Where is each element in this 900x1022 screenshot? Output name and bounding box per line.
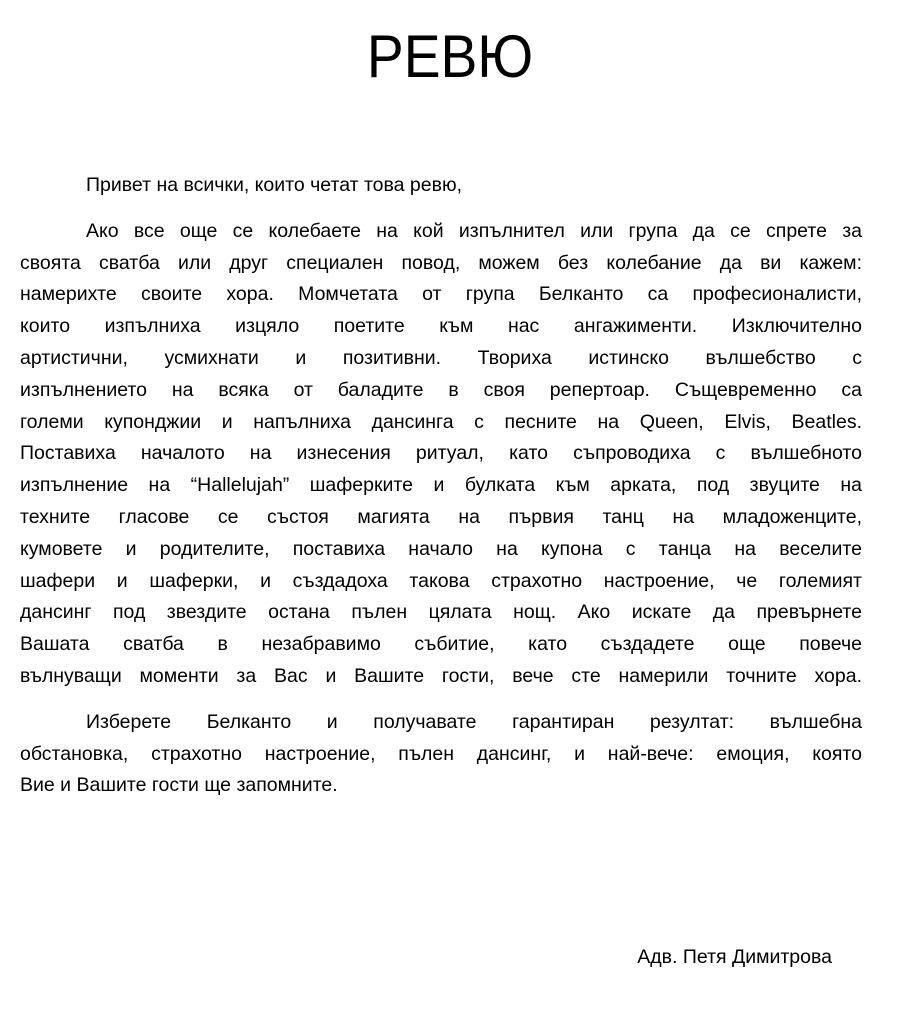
paragraph-line: Вие и Вашите гости ще запомните.: [20, 774, 338, 797]
document-body: [20, 170, 862, 802]
paragraph-line: които изпълниха изцяло поетите към нас ангажименти. Изключително: [20, 315, 862, 338]
paragraph-spacer: [20, 202, 862, 216]
paragraph-line: големи купонджии и напълниха дансинга с песните на Queen, Elvis, Beatles.: [20, 410, 862, 433]
paragraph-line: Ако все още се колебаете на кой изпълнител или група да се спрете за: [86, 219, 862, 242]
paragraph-1: [20, 216, 862, 693]
greeting: Привет на всички, които четат това ревю,: [86, 174, 463, 196]
paragraph-line: изпълнение на “Hallelujah” шаферките и булката към арката, под звуците на: [20, 474, 862, 497]
paragraph-line: вълнуващи моменти за Вас и Вашите гости, вече сте намерили точните хора.: [20, 664, 862, 687]
paragraph-line: шафери и шаферки, и създадоха такова страхотно настроение, че големият: [20, 569, 862, 592]
signature: Адв. Петя Димитрова: [637, 946, 832, 968]
paragraph-line: обстановка, страхотно настроение, пълен дансинг, и най-вече: емоция, която: [20, 742, 862, 765]
paragraph-2: [20, 707, 862, 802]
paragraph-line: своята сватба или друг специален повод, можем без колебание да ви кажем:: [20, 251, 862, 274]
document-title: РЕВЮ: [366, 23, 534, 90]
paragraph-spacer: [20, 693, 862, 707]
paragraph-line: кумовете и родителите, поставиха начало на купона с танца на веселите: [20, 537, 862, 560]
paragraph-line: дансинг под звездите остана пълен цялата нощ. Ако искате да превърнете: [20, 601, 862, 624]
paragraph-line: изпълнението на всяка от баладите в своя репертоар. Същевременно са: [20, 378, 862, 401]
paragraph-line: намерихте своите хора. Момчетата от група Белканто са професионалисти,: [20, 283, 862, 306]
paragraph-line: Изберете Белканто и получавате гарантиран резултат: вълшебна: [86, 710, 862, 733]
paragraph-line: Поставиха началото на изнесения ритуал, като съпроводиха с вълшебното: [20, 442, 862, 465]
paragraph-line: Вашата сватба в незабравимо събитие, като създадете още повече: [20, 633, 862, 656]
paragraph-line: техните гласове се състоя магията на първия танц на младоженците,: [20, 505, 862, 528]
paragraph-line: артистични, усмихнати и позитивни. Твориха истинско вълшебство с: [20, 346, 862, 369]
